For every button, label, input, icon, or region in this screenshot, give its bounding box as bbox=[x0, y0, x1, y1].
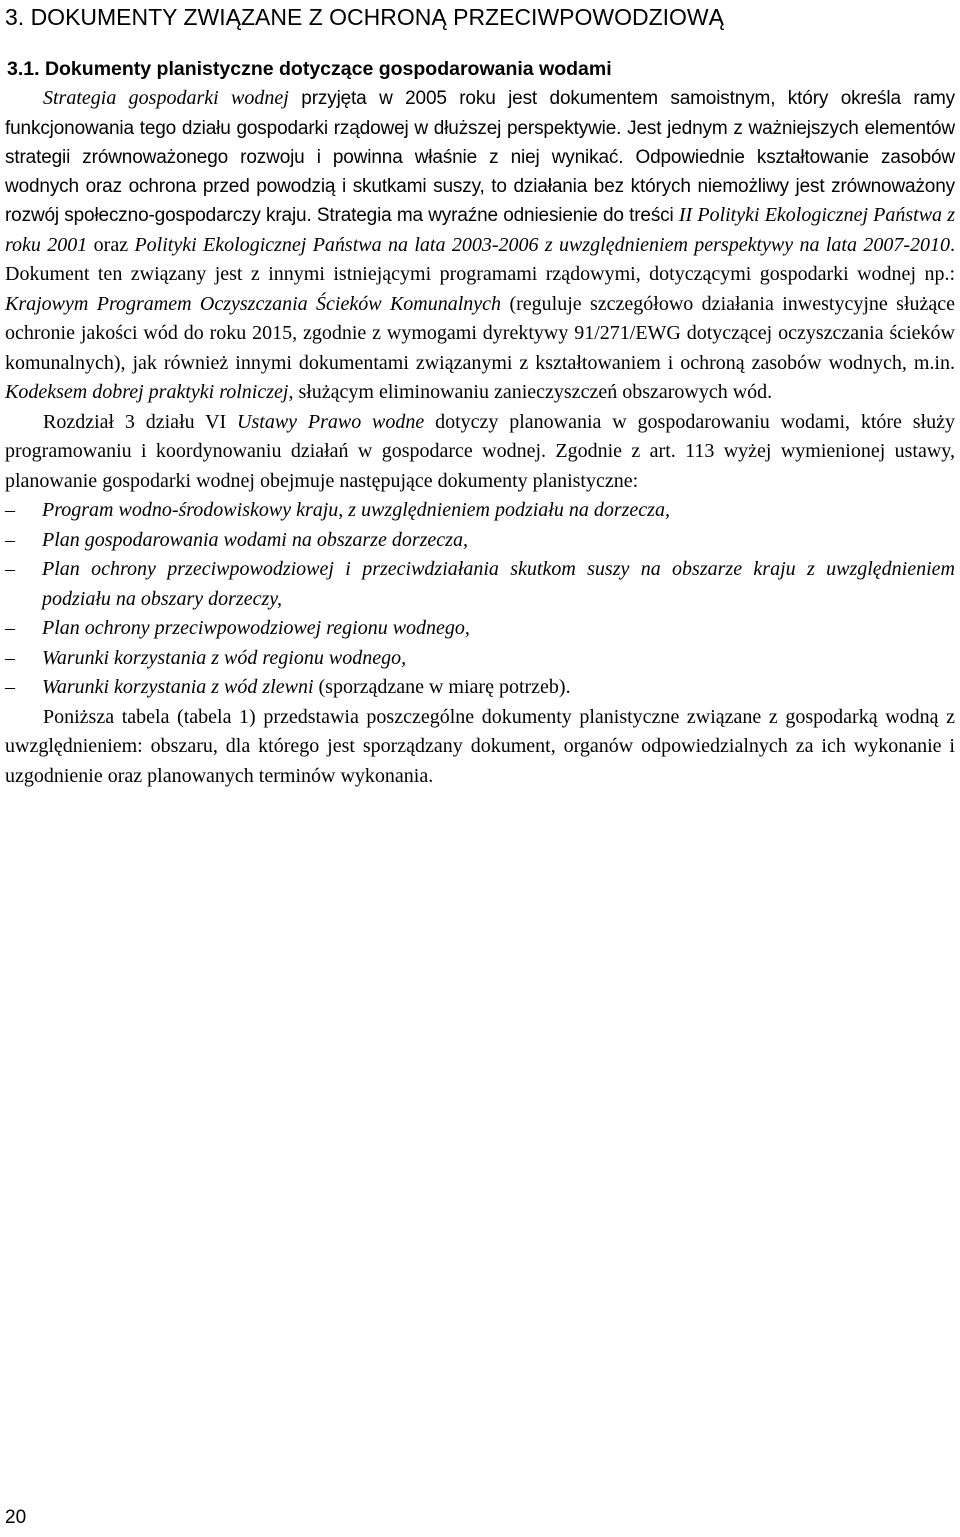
italic-title-strategy: Strategia gospodarki wodnej bbox=[43, 87, 289, 109]
dash-marker: – bbox=[5, 646, 15, 669]
section-heading: 3.1. Dokumenty planistyczne dotyczące gospodarowania wodami bbox=[7, 58, 612, 80]
list-item: – Plan ochrony przeciwpowodziowej regionu wodnego, bbox=[5, 614, 955, 644]
paragraph-table-intro: Poniższa tabela (tabela 1) przedstawia poszczególne dokumenty planistyczne związane z gospodarką wodną z uwzględnieniem: obszaru, dla którego jest sporządzany dokument, organów odpowiedzialnych za ich wykonanie i uzgodnienie oraz planowanych terminów wykonania. bbox=[5, 705, 955, 787]
page-number: 20 bbox=[5, 1507, 27, 1528]
dash-marker: – bbox=[5, 499, 15, 522]
list-item: – Warunki korzystania z wód regionu wodnego, bbox=[5, 644, 955, 674]
text-run: przyjęta w 2005 roku jest dokumentem samoistnym, który określa ramy funkcjonowania tego działu gospodarki rządowej w dłuższej perspektywie. Jest jednym z ważniejszych elementów strategii zrównoważonego rozwoju i powinna właśnie z niej wynikać. Odpowiednie kształtowanie zasobów wodnych oraz ochrona przed powodzią i skutkami suszy, to działania bez których niemożliwy jest zrównoważony rozwój społeczno-gospodarczy kraju. Strategia ma wyraźne odniesienie do treści bbox=[5, 88, 955, 227]
italic-title-sewage-program: Krajowym Programem Oczyszczania Ścieków Komunalnych bbox=[5, 292, 502, 315]
italic-title-water-law: Ustawy Prawo wodne bbox=[237, 410, 425, 433]
dash-marker: – bbox=[5, 676, 15, 699]
paragraph-water-law: Rozdział 3 działu VI Ustawy Prawo wodne dotyczy planowania w gospodarowaniu wodami, które służy programowaniu i koordynowaniu działań w gospodarce wodnej. Zgodnie z art. 113 wyżej wymienionej ustawy, planowanie gospodarki wodnej obejmuje następujące dokumenty planistyczne: bbox=[5, 410, 955, 492]
paragraph-strategy bbox=[5, 84, 955, 408]
list-item: – Plan ochrony przeciwpowodziowej i przeciwdziałania skutkom suszy na obszarze kraju z uwzględnieniem podziału na obszary dorzeczy, bbox=[5, 555, 955, 614]
italic-title-policy-2003: Polityki Ekologicznej Państwa na lata 2003-2006 z uwzględnieniem perspektywy na lata 2007-2010 bbox=[134, 233, 950, 256]
italic-title-policy-2001: II Polityki Ekologicznej Państwa z roku 2001 bbox=[5, 204, 955, 256]
list-item: – Warunki korzystania z wód zlewni (sporządzane w miarę potrzeb). bbox=[5, 673, 955, 703]
list-item: – Program wodno-środowiskowy kraju, z uwzględnieniem podziału na dorzecza, bbox=[5, 496, 955, 526]
planning-documents-list bbox=[5, 496, 955, 703]
dash-marker: – bbox=[5, 528, 15, 551]
dash-marker: – bbox=[5, 558, 15, 581]
text-run bbox=[43, 87, 289, 109]
list-item: – Plan gospodarowania wodami na obszarze dorzecza, bbox=[5, 526, 955, 556]
document-body bbox=[5, 55, 955, 791]
text-run: II Polityki Ekologicznej Państwa z roku 2001 oraz Polityki Ekologicznej Państwa na lata 2003-2006 z uwzględnieniem perspektywy na lata 2007-2010. Dokument ten związany jest z innymi istniejącymi programami rządowymi, dotyczącymi gospodarki wodnej np.: Krajowym Programem Oczyszczania Ścieków Komunalnych (reguluje szczegółowo działania inwestycyjne służące ochronie jakości wód do roku 2015, zgodnie z wymogami dyrektywy 91/271/EWG dotyczącej oczyszczania ścieków komunalnych), jak również innymi dokumentami związanymi z kształtowaniem i ochroną zasobów wodnych, m.in. Kodeksem dobrej praktyki rolniczej, służącym eliminowaniu zanieczyszczeń obszarowych wód. bbox=[5, 204, 956, 404]
italic-title-code: Kodeksem dobrej praktyki rolniczej bbox=[5, 381, 289, 404]
chapter-heading: 3. DOKUMENTY ZWIĄZANE Z OCHRONĄ PRZECIWPOWODZIOWĄ bbox=[5, 4, 724, 30]
dash-marker: – bbox=[5, 617, 15, 640]
